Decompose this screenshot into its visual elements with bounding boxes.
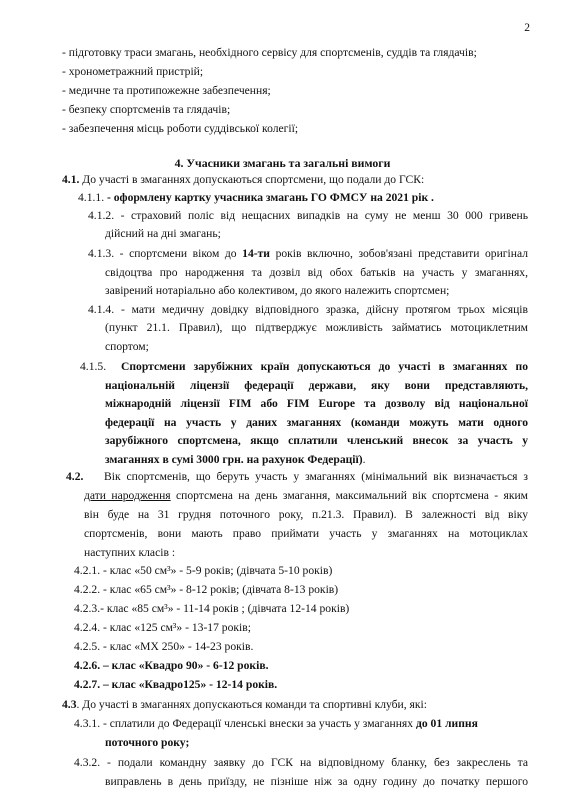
- paragraph-4-3-2-line: виправлень в день приїзду, не пізніше ніж за одну годину до початку першого: [105, 775, 528, 788]
- paragraph-4-1-5-line: міжнародній ліцензії FIM або FIM Europe та дозволу від національної: [105, 397, 528, 410]
- paragraph-4-1-5-line: зарубіжного спортсмена, якщо сплатили членський внесок за участь у: [105, 434, 528, 447]
- paragraph-4-1-3-line: 4.1.3. - спортсмени віком до 14-ти років включно, зобов'язані представити оригінал: [88, 247, 528, 260]
- page-number: 2: [524, 22, 530, 34]
- paragraph-4-3: 4.3. До участі в змаганнях допускаються команди та спортивні клуби, які:: [62, 698, 427, 711]
- list-item: - медичне та протипожежне забезпечення;: [62, 84, 271, 97]
- paragraph-4-2-line: наступних класів :: [84, 546, 176, 559]
- paragraph-4-1-1: [78, 192, 434, 204]
- clause-number: 4.1.1.: [78, 191, 105, 204]
- paragraph-4-3-1-line: поточного року;: [105, 736, 190, 749]
- paragraph-4-1-3-line: свідоцтва про народження та дозвіл від обох батьків на участь у змаганнях,: [105, 266, 528, 279]
- paragraph-4-1-5-line: національній ліцензії федерації держави, яку вони представляють,: [105, 379, 528, 392]
- class-item: 4.2.1. - клас «50 см³» - 5-9 років; (дівчата 5-10 років): [74, 564, 333, 577]
- class-item: 4.2.7. – клас «Квадро125» - 12-14 років.: [74, 678, 278, 691]
- paragraph-4-1-2-line: дійсний на дні змагань;: [105, 227, 221, 240]
- clause-text: До участі в змаганнях допускаються спортсмени, що подали до ГСК:: [79, 173, 425, 186]
- clause-number: 4.1.: [62, 173, 80, 186]
- paragraph-4-1: [62, 174, 424, 186]
- paragraph-4-1-4-line: (пункт 21.1. Правил), що підтверджує можливість займатись мотоциклетним: [105, 321, 528, 334]
- paragraph-4-1-4-line: спортом;: [105, 340, 149, 353]
- paragraph-4-2-line: Вік спортсменів, що беруть участь у змаганнях (мінімальний вік визначається з: [104, 470, 528, 483]
- class-item: 4.2.4. - клас «125 см³» - 13-17 років;: [74, 621, 251, 634]
- list-item: - безпеку спортсменів та глядачів;: [62, 103, 231, 116]
- clause-number: 4.1.5.: [80, 360, 107, 373]
- list-item: - підготовку траси змагань, необхідного сервісу для спортсменів, суддів та глядачів;: [62, 46, 477, 59]
- paragraph-4-1-2-line: 4.1.2. - страховий поліс від нещасних випадків на суму не менш 30 000 гривень: [88, 209, 528, 222]
- clause-number: 4.2.: [66, 470, 84, 483]
- class-item: 4.2.5. - клас «MX 250» - 14-23 років.: [74, 640, 254, 653]
- paragraph-4-3-1-line: 4.3.1. - сплатили до Федерації членські внески за участь у змаганнях до 01 липня: [74, 717, 478, 730]
- paragraph-4-1-4-line: 4.1.4. - мати медичну довідку відповідного зразка, дійсну протягом трьох місяців: [88, 303, 528, 316]
- paragraph-4-2-line: дати народження спортсмена на день змагання, максимальний вік спортсмена - яким: [84, 489, 528, 502]
- paragraph-4-1-5-line: федерації на участь у даних змаганнях (команди можуть мати одного: [105, 416, 528, 429]
- paragraph-4-1-3-line: завірений нотаріально або колективом, до якого належить спортсмен;: [105, 284, 450, 297]
- list-item: - хронометражний пристрій;: [62, 65, 204, 78]
- paragraph-4-2-line: спортсменів, вони мають право приймати участь у змаганнях на мотоциклах: [84, 527, 528, 540]
- section-title: 4. Учасники змагань та загальні вимоги: [174, 156, 391, 170]
- clause-text: - оформлену картку учасника змагань ГО ФМСУ на 2021 рік .: [104, 191, 434, 204]
- paragraph-4-3-2-line: 4.3.2. - подали командну заявку до ГСК на відповідному бланку, без закреслень та: [74, 756, 528, 769]
- paragraph-4-1-5-line: змаганнях в сумі 3000 грн. на рахунок Федерації).: [105, 453, 366, 466]
- class-item: 4.2.3.- клас «85 см³» - 11-14 років ; (дівчата 12-14 років): [74, 602, 350, 615]
- class-item: 4.2.6. – клас «Квадро 90» - 6-12 років.: [74, 659, 269, 672]
- class-item: 4.2.2. - клас «65 см³» - 8-12 років; (дівчата 8-13 років): [74, 583, 339, 596]
- paragraph-4-1-5-line: Спортсмени зарубіжних країн допускаються до участі в змаганнях по: [121, 360, 528, 373]
- list-item: - забезпечення місць роботи суддівської колегії;: [62, 122, 299, 135]
- paragraph-4-2-line: він буде на 31 грудня поточного року, п.21.3. Правил). В залежності від віку: [84, 508, 528, 521]
